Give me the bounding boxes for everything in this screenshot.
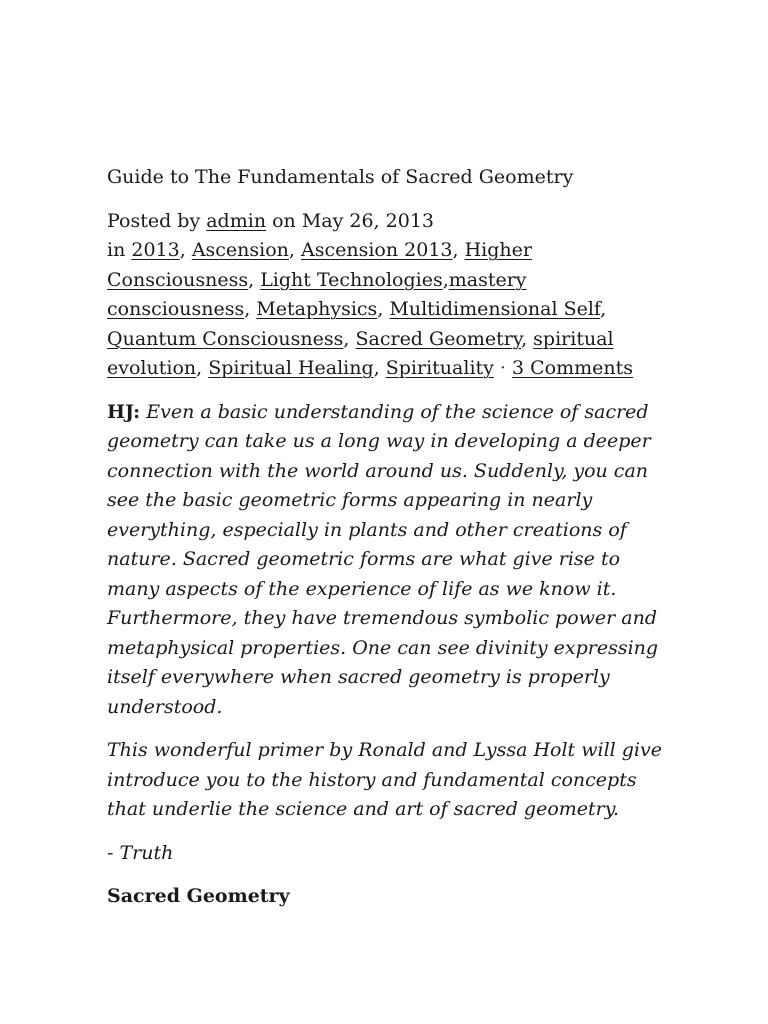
date-prefix: on: [266, 209, 302, 232]
category-link-2013[interactable]: 2013: [131, 239, 180, 261]
primer-paragraph: This wonderful primer by Ronald and Lyssa Holt will give introduce you to the history and fundamental concepts that underlie the science and art of sacred geometry.: [107, 739, 662, 820]
category-link-quantum-consciousness[interactable]: Quantum Consciousness: [107, 327, 344, 350]
intro-paragraph: [107, 398, 667, 723]
category-link-metaphysics[interactable]: Metaphysics: [256, 298, 378, 320]
signature: - Truth: [107, 841, 174, 864]
article: [107, 163, 667, 912]
category-link-ascension[interactable]: Ascension: [191, 239, 289, 261]
hj-label: HJ:: [107, 400, 141, 423]
intro-text: Even a basic understanding of the science of sacred geometry can take us a long way in developing a deeper connection with the world around us. Suddenly, you can see the basic geometric forms appearing in nearly everything, especially in plants and other creations of nature. Sacred geometric forms are what give rise to many aspects of the experience of life as we know it. Furthermore, they have tremendous symbolic power and metaphysical properties. One can see divinity expressing itself everywhere when sacred geometry is properly understood.: [107, 400, 659, 718]
category-link-light-technologies[interactable]: Light Technologies: [260, 268, 443, 291]
posted-by-label: Posted by: [107, 209, 207, 232]
meta-separator: ·: [493, 357, 513, 379]
category-link-sacred-geometry[interactable]: Sacred Geometry: [355, 327, 522, 350]
category-link-spiritual-evolution[interactable]: spiritual evolution: [107, 327, 614, 379]
post-meta: Posted by admin on May 26, 2013 in 2013, Ascension, Ascension 2013, Higher Consciousness, Light Technologies,mastery consciousness, Metaphysics, Multidimensional Self, Quantum Consciousness, Sacred Geometry, spiritual evolution, Spiritual Healing, Spirituality · 3 Comments: [107, 209, 634, 379]
post-title: Guide to The Fundamentals of Sacred Geometry: [107, 166, 574, 188]
category-link-multidimensional-self[interactable]: Multidimensional Self: [389, 298, 601, 320]
category-link-mastery-consciousness[interactable]: mastery consciousness: [107, 268, 527, 320]
post-date: May 26, 2013: [301, 209, 434, 232]
category-link-spirituality[interactable]: Spirituality: [385, 357, 494, 379]
comments-link[interactable]: 3 Comments: [512, 357, 634, 379]
categories-prefix: in: [107, 239, 132, 261]
category-link-ascension-2013[interactable]: Ascension 2013: [301, 239, 453, 261]
section-heading: Sacred Geometry: [107, 885, 290, 907]
category-link-spiritual-healing[interactable]: Spiritual Healing: [208, 357, 374, 379]
author-link[interactable]: admin: [206, 209, 267, 232]
category-link-higher-consciousness[interactable]: Higher Consciousness: [107, 239, 532, 291]
